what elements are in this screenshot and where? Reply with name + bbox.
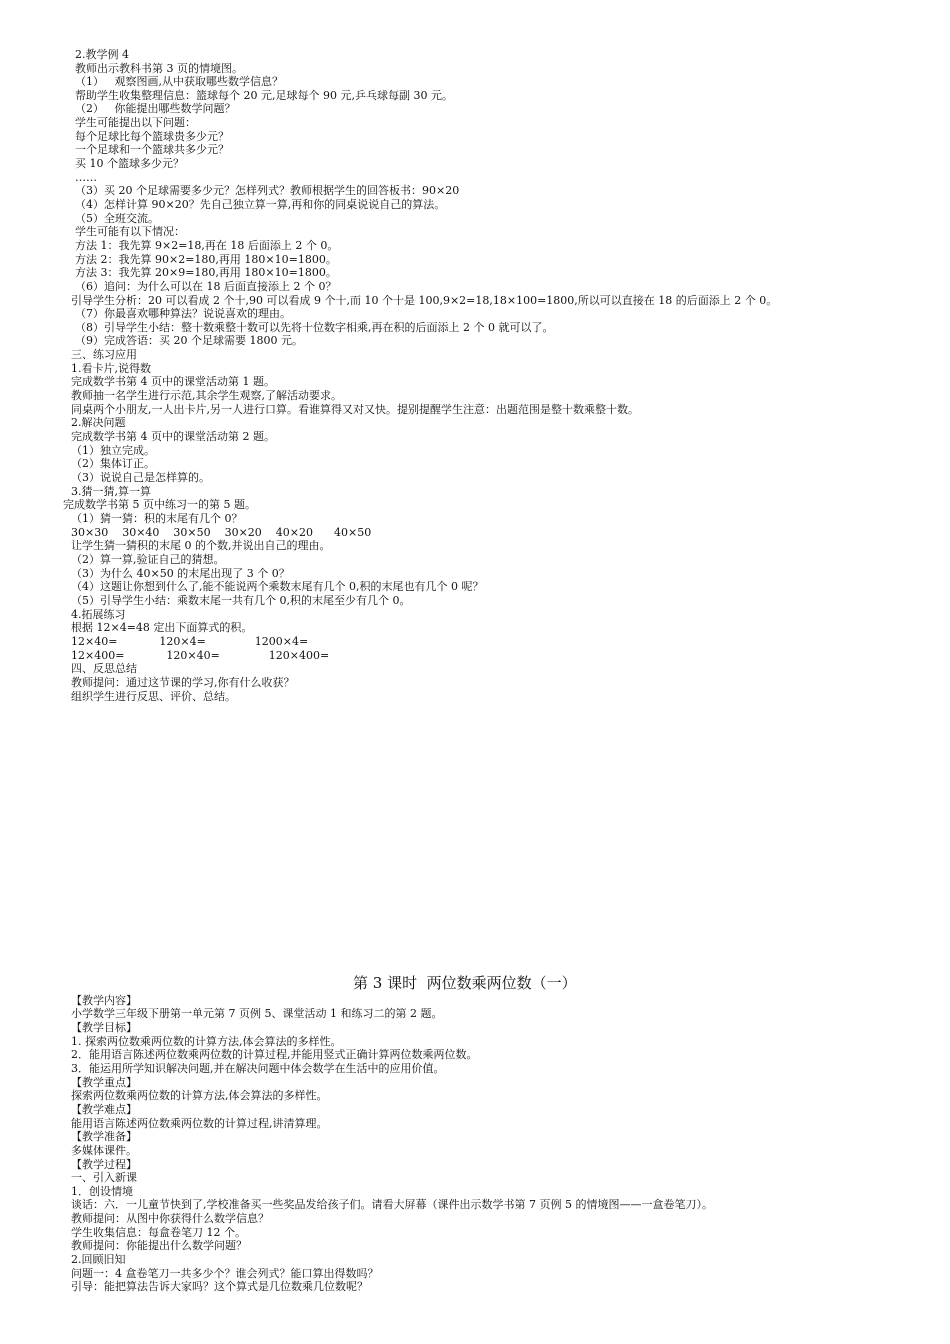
text-line: 探索两位数乘两位数的计算方法,体会算法的多样性。 <box>71 1089 328 1102</box>
text-line: 【教学准备】 <box>71 1130 137 1143</box>
text-line: 三、练习应用 <box>71 348 137 361</box>
text-line: 2．能用语言陈述两位数乘两位数的计算过程,并能用竖式正确计算两位数乘两位数。 <box>71 1048 478 1061</box>
text-line: （9）完成答语：买 20 个足球需要 1800 元。 <box>75 334 303 347</box>
text-line: 2.解决问题 <box>71 416 126 429</box>
text-line: 多媒体课件。 <box>71 1144 137 1157</box>
text-line: 教师抽一名学生进行示范,其余学生观察,了解活动要求。 <box>71 389 342 402</box>
text-line: 问题一：4 盒卷笔刀一共多少个？谁会列式？能口算出得数吗？ <box>71 1267 379 1280</box>
text-line: （7）你最喜欢哪种算法？说说喜欢的理由。 <box>75 307 291 320</box>
text-line: 【教学重点】 <box>71 1076 137 1089</box>
text-line: 完成数学书第 4 页中的课堂活动第 2 题。 <box>71 430 275 443</box>
text-line: 让学生猜一猜积的末尾 0 的个数,并说出自己的理由。 <box>71 539 331 552</box>
text-line: 谈话：六．一儿童节快到了,学校准备买一些奖品发给孩子们。请看大屏幕（课件出示数学书第 7 页例 5 的情境图——一盒卷笔刀）。 <box>71 1198 713 1211</box>
text-line: 【教学内容】 <box>71 994 137 1007</box>
text-line: （4）这题让你想到什么了,能不能说两个乘数末尾有几个 0,积的末尾也有几个 0 呢？ <box>71 580 484 593</box>
text-line: 教师提问：通过这节课的学习,你有什么收获？ <box>71 676 295 689</box>
text-line: 根据 12×4=48 定出下面算式的积。 <box>71 621 253 634</box>
text-line: （2） 你能提出哪些数学问题？ <box>75 102 236 115</box>
text-line: 2.回顾旧知 <box>71 1253 126 1266</box>
text-line: …… <box>75 171 97 184</box>
text-line: 组织学生进行反思、评价、总结。 <box>71 690 236 703</box>
text-line: （6）追问：为什么可以在 18 后面直接添上 2 个 0？ <box>75 280 337 293</box>
section-title: 第 3 课时 两位数乘两位数（一） <box>353 974 577 992</box>
text-line: 方法 3：我先算 20×9=180,再用 180×10=1800。 <box>75 266 337 279</box>
text-line: 教师提问：从图中你获得什么数学信息？ <box>71 1212 269 1225</box>
text-line: 1.看卡片,说得数 <box>71 362 151 375</box>
text-line: 12×40= 120×4= 1200×4= <box>71 635 309 648</box>
text-line: （5）引导学生小结：乘数末尾一共有几个 0,积的末尾至少有几个 0。 <box>71 594 411 607</box>
text-line: （2）集体订正。 <box>71 457 155 470</box>
text-line: 引导学生分析：20 可以看成 2 个十,90 可以看成 9 个十,而 10 个十是 100,9×2=18,18×100=1800,所以可以直接在 18 的后面添上 2 个 0。 <box>71 294 778 307</box>
text-line: 【教学过程】 <box>71 1158 137 1171</box>
text-line: 1．创设情境 <box>71 1185 133 1198</box>
text-line: 教师提问：你能提出什么数学问题？ <box>71 1239 247 1252</box>
text-line: （3）为什么 40×50 的末尾出现了 3 个 0？ <box>71 567 290 580</box>
text-line: 帮助学生收集整理信息：篮球每个 20 元,足球每个 90 元,乒乓球每副 30 元。 <box>75 89 453 102</box>
text-line: （4）怎样计算 90×20？先自己独立算一算,再和你的同桌说说自己的算法。 <box>75 198 446 211</box>
text-line: 30×30 30×40 30×50 30×20 40×20 40×50 <box>71 526 372 539</box>
text-line: （1）独立完成。 <box>71 444 155 457</box>
text-line: （3）说说自己是怎样算的。 <box>71 471 210 484</box>
text-line: 学生可能提出以下问题： <box>75 116 196 129</box>
text-line: 完成数学书第 4 页中的课堂活动第 1 题。 <box>71 375 275 388</box>
text-line: 四、反思总结 <box>71 662 137 675</box>
text-line: （1）猜一猜：积的末尾有几个 0？ <box>71 512 243 525</box>
text-line: （8）引导学生小结：整十数乘整十数可以先将十位数字相乘,再在积的后面添上 2 个 0 就可以了。 <box>75 321 554 334</box>
text-line: 每个足球比每个篮球贵多少元？ <box>75 130 229 143</box>
text-line: 【教学目标】 <box>71 1021 137 1034</box>
text-line: （2）算一算,验证自己的猜想。 <box>71 553 225 566</box>
text-line: 4.拓展练习 <box>71 608 126 621</box>
text-line: 教师出示教科书第 3 页的情境图。 <box>75 62 243 75</box>
text-line: 小学数学三年级下册第一单元第 7 页例 5、课堂活动 1 和练习二的第 2 题。 <box>71 1007 443 1020</box>
text-line: （3）买 20 个足球需要多少元？怎样列式？教师根据学生的回答板书：90×20 <box>75 184 460 197</box>
text-line: 学生收集信息：每盒卷笔刀 12 个。 <box>71 1226 246 1239</box>
text-line: 能用语言陈述两位数乘两位数的计算过程,讲清算理。 <box>71 1117 328 1130</box>
text-line: 引导：能把算法告诉大家吗？这个算式是几位数乘几位数呢？ <box>71 1280 368 1293</box>
text-line: 3．能运用所学知识解决问题,并在解决问题中体会数学在生活中的应用价值。 <box>71 1062 445 1075</box>
text-line: 12×400= 120×40= 120×400= <box>71 649 330 662</box>
text-line: （5）全班交流。 <box>75 212 159 225</box>
text-line: 一、引入新课 <box>71 1171 137 1184</box>
text-line: 完成数学书第 5 页中练习一的第 5 题。 <box>63 498 256 511</box>
text-line: 2.教学例 4 <box>75 48 129 61</box>
text-line: 买 10 个篮球多少元？ <box>75 157 184 170</box>
text-line: 方法 1：我先算 9×2=18,再在 18 后面添上 2 个 0。 <box>75 239 339 252</box>
text-line: 【教学难点】 <box>71 1103 137 1116</box>
text-line: 学生可能有以下情况： <box>75 225 185 238</box>
text-line: 同桌两个小朋友,一人出卡片,另一人进行口算。看谁算得又对又快。提别提醒学生注意：出题范围是整十数乘整十数。 <box>71 403 639 416</box>
text-line: 3.猜一猜,算一算 <box>71 485 151 498</box>
text-line: 一个足球和一个篮球共多少元？ <box>75 143 229 156</box>
text-line: 1. 探索两位数乘两位数的计算方法,体会算法的多样性。 <box>71 1035 342 1048</box>
text-line: （1） 观察图画,从中获取哪些数学信息？ <box>75 75 283 88</box>
text-line: 方法 2：我先算 90×2=180,再用 180×10=1800。 <box>75 253 337 266</box>
